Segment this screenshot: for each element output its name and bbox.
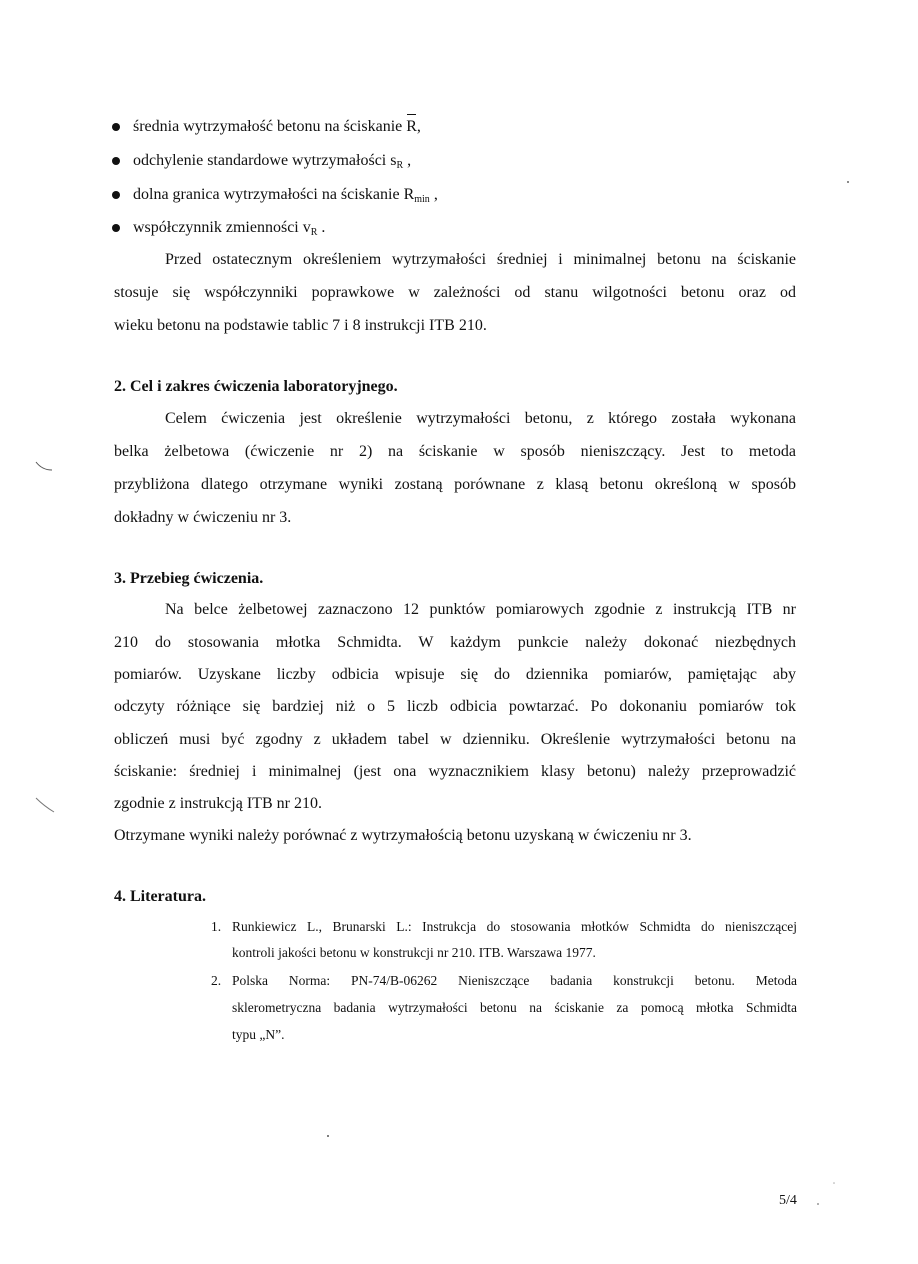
reference-line: Runkiewicz L., Brunarski L.: Instrukcja do stosowania młotków Schmidta do nieniszczącej <box>232 919 797 934</box>
paragraph-line: wieku betonu na podstawie tablic 7 i 8 instrukcji ITB 210. <box>114 317 487 334</box>
page-number: 5/4 <box>779 1193 797 1208</box>
reference-number: 2. <box>211 973 222 988</box>
paragraph-line: Otrzymane wyniki należy porównać z wytrzymałością betonu uzyskaną w ćwiczeniu nr 3. <box>114 827 692 844</box>
speck <box>833 1182 835 1184</box>
paragraph-line: odczyty różniące się bardziej niż o 5 liczb odbicia powtarzać. Po dokonaniu pomiarów tok <box>114 698 796 715</box>
paragraph-line: pomiarów. Uzyskane liczby odbicia wpisuje się do dziennika pomiarów, pamiętając aby <box>114 666 796 683</box>
reference-line: kontroli jakości betonu w konstrukcji nr 210. ITB. Warszawa 1977. <box>232 945 596 960</box>
bullet-item-variation-coefficient: współczynnik zmienności $v_R$ . <box>133 219 326 238</box>
speck <box>817 1203 819 1205</box>
paragraph-line: Przed ostatecznym określeniem wytrzymałości średniej i minimalnej betonu na ściskanie <box>165 251 796 268</box>
bullet-item-mean-strength: średnia wytrzymałość betonu na ściskanie R, <box>133 118 421 135</box>
section-heading: 4. Literatura. <box>114 888 206 905</box>
speck <box>327 1135 329 1137</box>
paragraph-line: obliczeń musi być zgodny z układem tabel w dzienniku. Określenie wytrzymałości betonu na <box>114 731 796 748</box>
reference-number: 1. <box>211 919 222 934</box>
section-heading: 3. Przebieg ćwiczenia. <box>114 570 264 587</box>
reference-line: sklerometryczna badania wytrzymałości betonu na ściskanie za pomocą młotka Schmidta <box>232 1000 797 1015</box>
bullet-item-lower-limit: dolna granica wytrzymałości na ściskanie $R_{min}$ , <box>133 186 438 205</box>
margin-mark <box>36 798 54 812</box>
reference-line: typu „N”. <box>232 1027 285 1042</box>
reference-line: Polska Norma: PN-74/B-06262 Nieniszczące badania konstrukcji betonu. Metoda <box>232 973 797 988</box>
paragraph-line: dokładny w ćwiczeniu nr 3. <box>114 509 292 526</box>
bullet-item-std-deviation: odchylenie standardowe wytrzymałości $s_R$ , <box>133 152 412 171</box>
section-heading: 2. Cel i zakres ćwiczenia laboratoryjnego. <box>114 378 398 395</box>
paragraph-line: stosuje się współczynniki poprawkowe w zależności od stanu wilgotności betonu oraz od <box>114 284 796 301</box>
paragraph-line: Na belce żelbetowej zaznaczono 12 punktów pomiarowych zgodnie z instrukcją ITB nr <box>165 601 796 618</box>
paragraph-line: zgodnie z instrukcją ITB nr 210. <box>114 795 322 812</box>
paragraph-line: przybliżona dlatego otrzymane wyniki zostaną porównane z klasą betonu określoną w sposób <box>114 476 796 493</box>
paragraph-line: ściskanie: średniej i minimalnej (jest ona wyznacznikiem klasy betonu) należy przeprowadzić <box>114 763 796 780</box>
paragraph-line: Celem ćwiczenia jest określenie wytrzymałości betonu, z którego została wykonana <box>165 410 796 427</box>
paragraph-line: 210 do stosowania młotka Schmidta. W każdym punkcie należy dokonać niezbędnych <box>114 634 796 651</box>
margin-mark <box>36 462 52 470</box>
speck <box>847 181 849 183</box>
paragraph-line: belka żelbetowa (ćwiczenie nr 2) na ściskanie w sposób nieniszczący. Jest to metoda <box>114 443 796 460</box>
